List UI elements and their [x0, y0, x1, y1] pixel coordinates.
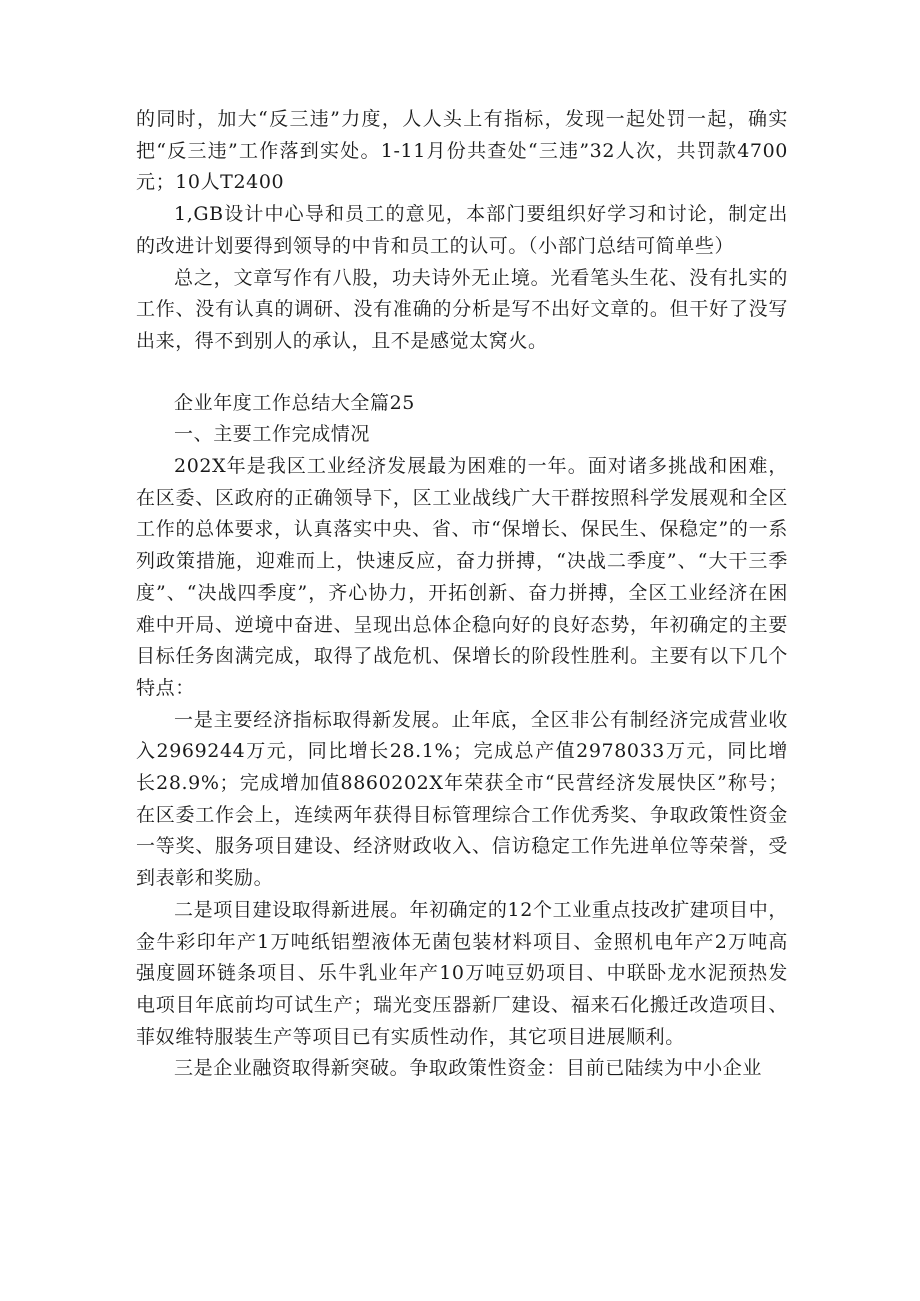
document-page	[136, 104, 788, 1085]
point-2-paragraph: 二是项目建设取得新进展。年初确定的12个工业重点技改扩建项目中，金牛彩印年产1万吨纸铝塑液体无菌包装材料项目、金照机电年产2万吨高强度圆环链条项目、乐牛乳业年产10万吨豆奶项目、中联卧龙水泥预热发电项目年底前均可试生产；瑞光变压器新厂建设、福来石化搬迁改造项目、菲奴维特服装生产等项目已有实质性动作，其它项目进展顺利。	[136, 898, 788, 1048]
section-heading: 一、主要工作完成情况	[174, 423, 371, 446]
point-3-paragraph: 三是企业融资取得新突破。争取政策性资金：目前已陆续为中小企业	[174, 1057, 763, 1080]
continuation-paragraph: 的同时，加大“反三违”力度，人人头上有指标，发现一起处罚一起，确实把“反三违”工作落到实处。1-11月份共查处“三违”32人次，共罚款4700元；10人T2400	[136, 108, 788, 194]
point-1-paragraph: 一是主要经济指标取得新发展。止年底，全区非公有制经济完成营业收入2969244万元，同比增长28.1%；完成总产值2978033万元，同比增长28.9%；完成增加值8860202X年荣获全市“民营经济发展快区”称号；在区委工作会上，连续两年获得目标管理综合工作优秀奖、争取政策性资金一等奖、服务项目建设、经济财政收入、信访稳定工作先进单位等荣誉，受到表彰和奖励。	[136, 708, 788, 890]
intro-paragraph: 202X年是我区工业经济发展最为困难的一年。面对诸多挑战和困难，在区委、区政府的正确领导下，区工业战线广大干群按照科学发展观和全区工作的总体要求，认真落实中央、省、市“保增长、保民生、保稳定”的一系列政策措施，迎难而上，快速反应，奋力拼搏，“决战二季度”、“大干三季度”、“决战四季度”，齐心协力，开拓创新、奋力拼搏，全区工业经济在困难中开局、逆境中奋进、呈现出总体企稳向好的良好态势，年初确定的主要目标任务囱满完成，取得了战危机、保增长的阶段性胜利。主要有以下几个特点：	[136, 455, 788, 699]
article-title: 企业年度工作总结大全篇25	[174, 391, 415, 414]
conclusion-paragraph: 总之，文章写作有八股，功夫诗外无止境。光看笔头生花、没有扎实的工作、没有认真的调研、没有准确的分析是写不出好文章的。但干好了没写出来，得不到别人的承认，且不是感觉太窝火。	[136, 266, 788, 352]
gb-center-paragraph: 1,GB设计中心导和员工的意见，本部门要组织好学习和讨论，制定出的改进计划要得到领导的中肯和员工的认可。（小部门总结可简单些）	[136, 203, 788, 257]
